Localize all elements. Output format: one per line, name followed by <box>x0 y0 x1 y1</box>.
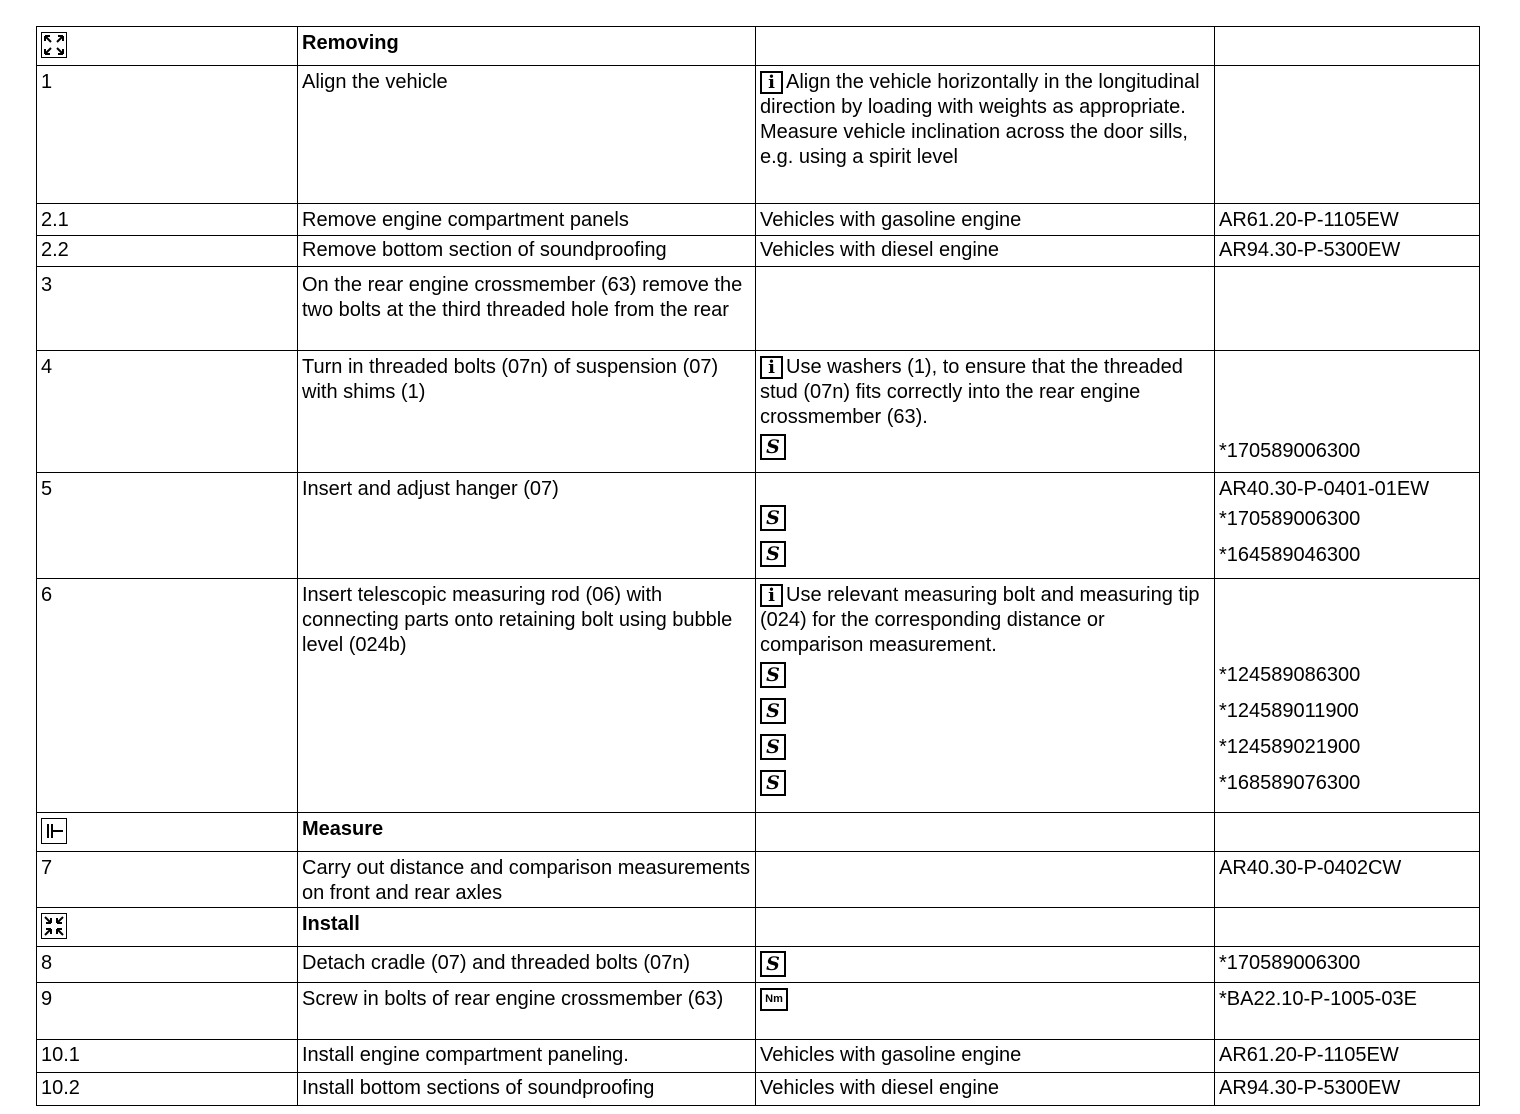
tool-number[interactable]: *170589006300 <box>1219 440 1361 462</box>
step-note: Use washers (1), to ensure that the threaded stud (07n) fits correctly into the rear engine crossmember (63). <box>760 356 1183 428</box>
info-icon: i <box>760 71 783 94</box>
special-tool-icon[interactable]: S <box>760 541 786 567</box>
reference-link[interactable]: AR94.30-P-5300EW <box>1219 239 1401 261</box>
section-title-install: Install <box>302 913 360 935</box>
special-tool-icon[interactable]: S <box>760 951 786 977</box>
info-icon: i <box>760 584 783 607</box>
caliper-icon <box>41 818 67 844</box>
table-row <box>37 579 1480 813</box>
procedure-table <box>36 26 1480 1106</box>
step-action: Insert and adjust hanger (07) <box>302 478 559 500</box>
step-action: Remove bottom section of soundproofing <box>302 239 667 261</box>
section-title-removing: Removing <box>302 32 399 54</box>
tool-number[interactable]: *170589006300 <box>1219 952 1361 974</box>
table-row <box>37 473 1480 579</box>
step-action: Detach cradle (07) and threaded bolts (07n) <box>302 952 691 974</box>
tool-number[interactable]: *164589046300 <box>1219 544 1361 566</box>
step-number: 10.2 <box>41 1077 80 1099</box>
table-row <box>37 947 1480 983</box>
torque-nm-icon[interactable]: Nm <box>760 988 788 1011</box>
table-row <box>37 908 1480 947</box>
tool-number[interactable]: *124589011900 <box>1219 700 1359 722</box>
step-number: 9 <box>41 988 53 1010</box>
table-row <box>37 267 1480 351</box>
step-number: 2.2 <box>41 239 69 261</box>
reference-link[interactable]: AR40.30-P-0402CW <box>1219 857 1402 879</box>
step-action: Remove engine compartment panels <box>302 209 629 231</box>
step-action: Turn in threaded bolts (07n) of suspension (07) with shims (1) <box>302 356 719 403</box>
special-tool-icon[interactable]: S <box>760 505 786 531</box>
step-note: Align the vehicle horizontally in the longitudinal direction by loading with weights as appropriate. <box>760 71 1200 118</box>
step-note: Vehicles with diesel engine <box>760 239 1000 261</box>
table-row <box>37 236 1480 267</box>
step-action: Install engine compartment paneling. <box>302 1044 629 1066</box>
step-note: Vehicles with diesel engine <box>760 1077 1000 1099</box>
step-number: 3 <box>41 274 53 296</box>
step-action: Screw in bolts of rear engine crossmember (63) <box>302 988 724 1010</box>
step-note: Use relevant measuring bolt and measuring tip (024) for the corresponding distance or comparison measurement. <box>760 584 1200 656</box>
step-action: Carry out distance and comparison measurements on front and rear axles <box>302 857 750 904</box>
expand-arrows-icon <box>41 32 67 58</box>
section-title-measure: Measure <box>302 818 384 840</box>
torque-reference[interactable]: *BA22.10-P-1005-03E <box>1219 988 1417 1010</box>
special-tool-icon[interactable]: S <box>760 662 786 688</box>
step-note: Vehicles with gasoline engine <box>760 209 1022 231</box>
reference-link[interactable]: AR61.20-P-1105EW <box>1219 1044 1399 1066</box>
step-number: 6 <box>41 584 53 606</box>
table-row <box>37 66 1480 204</box>
table-row <box>37 983 1480 1040</box>
special-tool-icon[interactable]: S <box>760 698 786 724</box>
reference-link[interactable]: AR61.20-P-1105EW <box>1219 209 1399 231</box>
tool-number[interactable]: *124589021900 <box>1219 736 1361 758</box>
step-action: Insert telescopic measuring rod (06) with connecting parts onto retaining bolt using bubble level (024b) <box>302 584 733 656</box>
step-note: Vehicles with gasoline engine <box>760 1044 1022 1066</box>
special-tool-icon[interactable]: S <box>760 734 786 760</box>
step-number: 7 <box>41 857 53 879</box>
table-row <box>37 351 1480 473</box>
table-row <box>37 813 1480 852</box>
table-row <box>37 204 1480 236</box>
table-row <box>37 852 1480 908</box>
step-action: On the rear engine crossmember (63) remove the two bolts at the third threaded hole from the rear <box>302 274 743 321</box>
tool-number[interactable]: *124589086300 <box>1219 664 1361 686</box>
step-number: 8 <box>41 952 53 974</box>
step-number: 10.1 <box>41 1044 80 1066</box>
table-row <box>37 1040 1480 1073</box>
compress-arrows-icon <box>41 913 67 939</box>
reference-link[interactable]: AR94.30-P-5300EW <box>1219 1077 1401 1099</box>
table-row <box>37 1073 1480 1106</box>
special-tool-icon[interactable]: S <box>760 434 786 460</box>
special-tool-icon[interactable]: S <box>760 770 786 796</box>
tool-number[interactable]: *168589076300 <box>1219 772 1361 794</box>
step-number: 1 <box>41 71 53 93</box>
step-action: Align the vehicle <box>302 71 448 93</box>
tool-number[interactable]: *170589006300 <box>1219 508 1361 530</box>
step-number: 2.1 <box>41 209 69 231</box>
step-note-2: Measure vehicle inclination across the door sills, e.g. using a spirit level <box>760 121 1188 168</box>
step-number: 5 <box>41 478 53 500</box>
table-row <box>37 27 1480 66</box>
reference-link[interactable]: AR40.30-P-0401-01EW <box>1219 478 1430 500</box>
info-icon: i <box>760 356 783 379</box>
step-action: Install bottom sections of soundproofing <box>302 1077 655 1099</box>
step-number: 4 <box>41 356 53 378</box>
